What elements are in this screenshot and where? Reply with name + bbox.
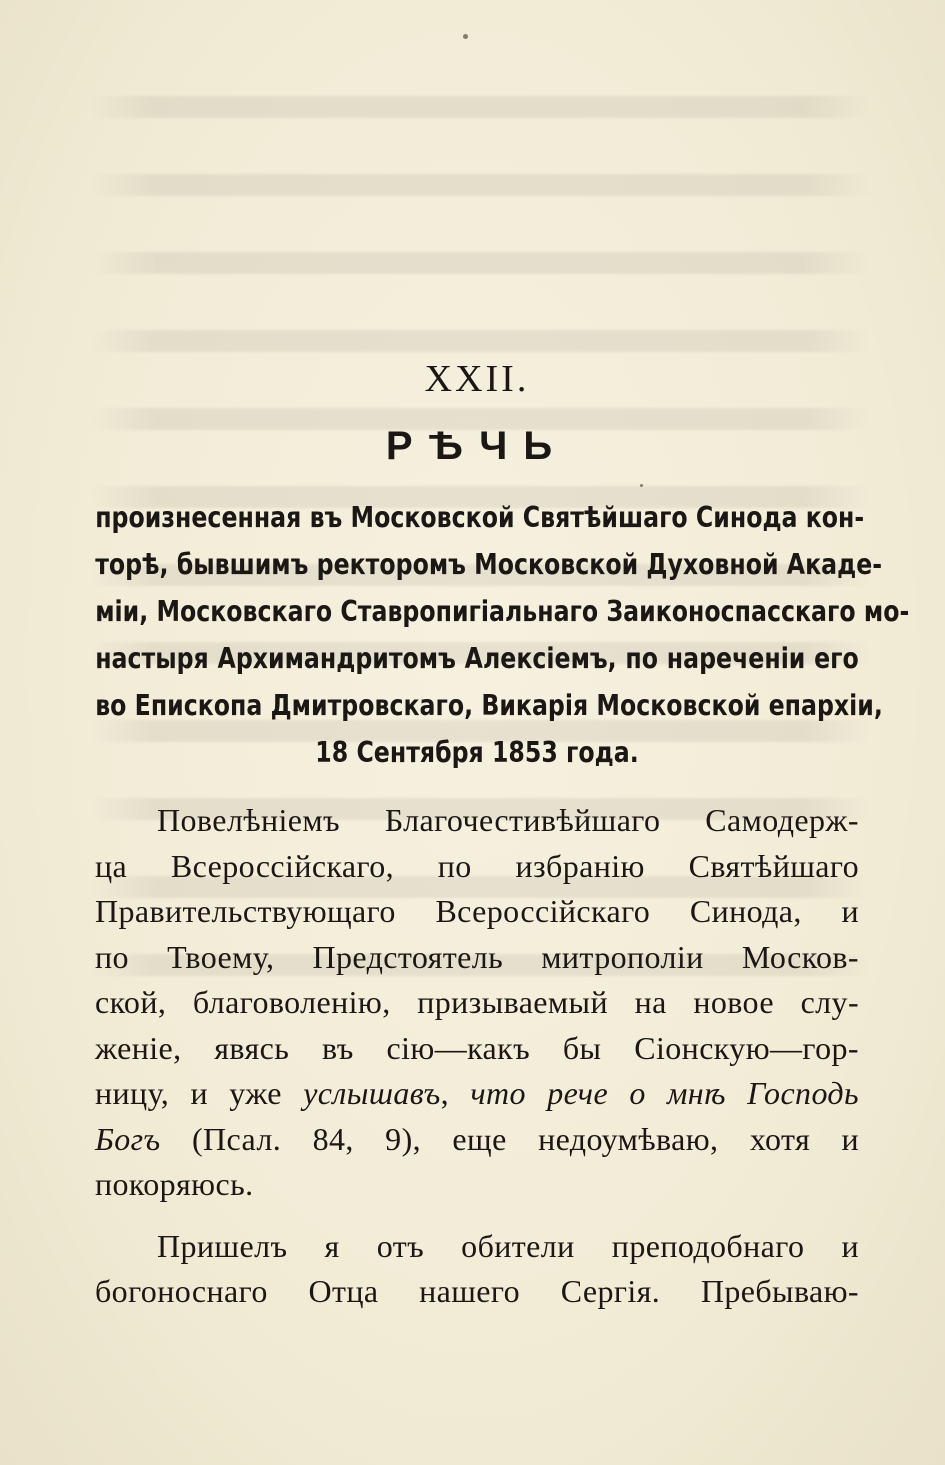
paragraph-2 — [95, 1224, 859, 1315]
text-line — [95, 1071, 859, 1117]
section-header — [95, 358, 910, 776]
subtitle-date-line: 18 Сентября 1853 года. — [315, 736, 639, 769]
italic-quote: что рече о мнѣ Господь — [470, 1075, 859, 1111]
text-line: богоноснаго Отца нашего Сергія. Пребываю- — [95, 1273, 859, 1309]
text-line: Повелѣніемъ Благочестивѣйшаго Самодерж- — [157, 802, 859, 838]
text-line: по Твоему, Предстоятель митрополіи Москов- — [95, 938, 859, 975]
text-line: Пришелъ я отъ обители преподобнаго и — [157, 1227, 859, 1264]
subtitle-line: во Епископа Дмитровскаго, Викарія Московской епархіи, — [95, 689, 883, 722]
subtitle-line: міи, Московскаго Ставропигіальнаго Заиконоспасскаго мо- — [95, 595, 910, 628]
text-line — [95, 1117, 859, 1163]
italic-quote: Богъ — [95, 1120, 161, 1157]
text-line: Правительствующаго Всероссійскаго Синода, и — [95, 893, 859, 929]
section-number: XXII. — [424, 358, 530, 400]
text-segment: , — [440, 1075, 471, 1111]
text-line: покоряюсь. — [95, 1166, 254, 1202]
speech-subtitle — [95, 494, 910, 776]
ink-speck — [463, 34, 468, 39]
italic-quote: услышавъ — [303, 1075, 441, 1111]
body-text — [95, 798, 859, 1315]
text-line: женіе, явясь въ сію—какъ бы Сіонскую—гор- — [95, 1029, 859, 1066]
subtitle-line: произнесенная въ Московской Святѣйшаго Синода кон- — [95, 501, 865, 534]
subtitle-line: настыря Архимандритомъ Алексіемъ, по нареченіи его — [95, 642, 859, 675]
subtitle-line: торѣ, бывшимъ ректоромъ Московской Духовной Акаде- — [95, 548, 883, 581]
speech-title: РѢЧЬ — [385, 424, 569, 468]
text-line: ской, благоволенію, призываемый на новое слу- — [95, 984, 859, 1020]
paragraph-1 — [95, 798, 859, 1208]
text-segment: ницу, и уже — [95, 1075, 304, 1111]
text-segment: (Псал. 84, 9), еще недоумѣваю, хотя и — [160, 1120, 859, 1157]
text-line: ца Всероссійскаго, по избранію Святѣйшаго — [95, 847, 859, 884]
